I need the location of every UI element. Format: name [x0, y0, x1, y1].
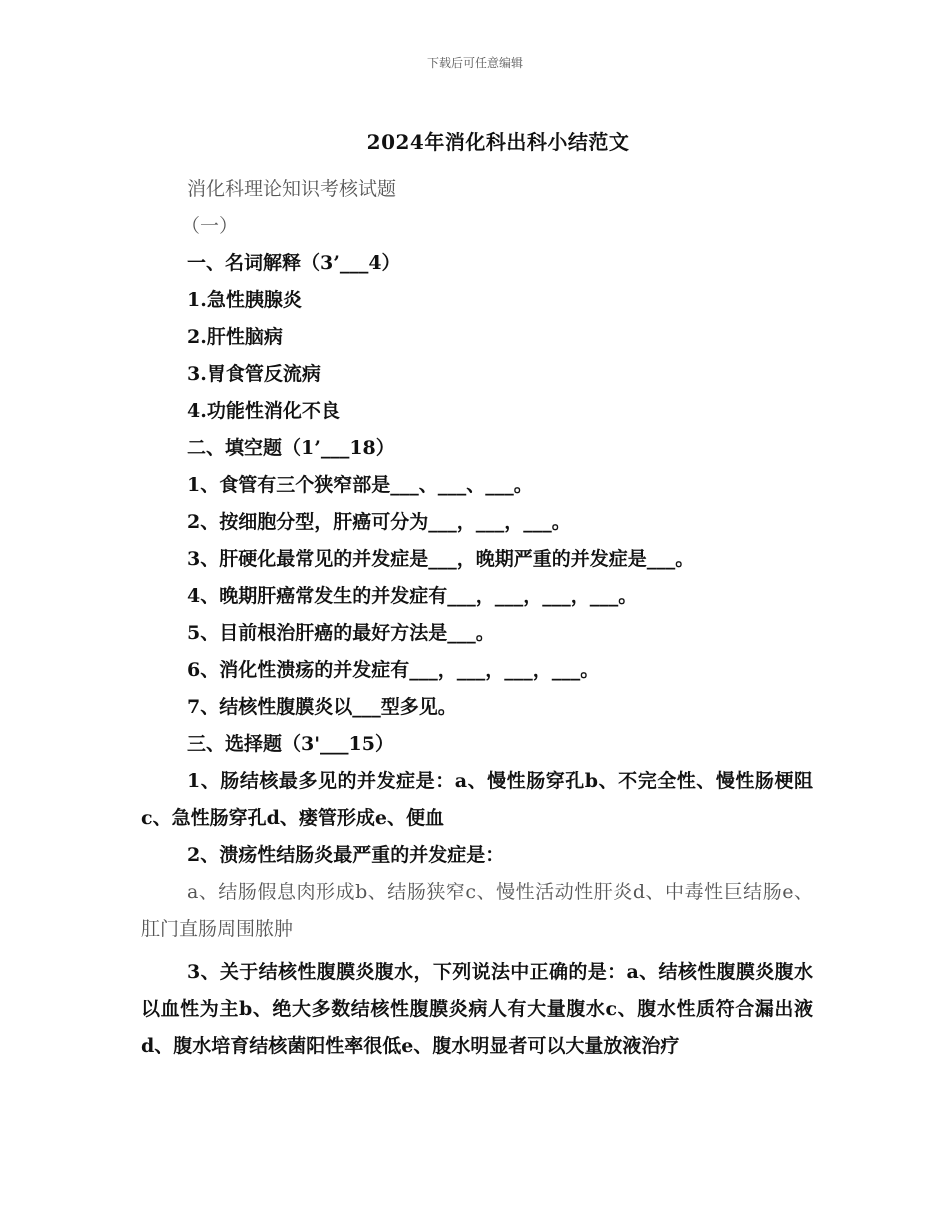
section-heading: 三、选择题（3'___15） — [187, 733, 394, 755]
question-paragraph: 2、溃疡性结肠炎最严重的并发症是： — [187, 844, 505, 866]
list-item: 7、结核性腹膜炎以___型多见。 — [187, 696, 457, 718]
list-item: 3、肝硬化最常见的并发症是___，晚期严重的并发症是___。 — [187, 548, 695, 570]
document-subtitle: 消化科理论知识考核试题 — [187, 178, 397, 200]
list-item: 4.功能性消化不良 — [187, 400, 340, 422]
header-note: 下载后可任意编辑 — [426, 56, 523, 70]
section-heading: 二、填空题（1’___18） — [187, 437, 395, 459]
question-paragraph: 3、关于结核性腹膜炎腹水，下列说法中正确的是：a、结核性腹膜炎腹水以血性为主b、绝大多数结核性腹膜炎病人有大量腹水c、腹水性质符合漏出液d、腹水培育结核菌阳性率很低e、腹水明显者可以大量放液治疗 — [141, 961, 813, 1057]
question-paragraph: 1、肠结核最多见的并发症是：a、慢性肠穿孔b、不完全性、慢性肠梗阻c、急性肠穿孔d、瘘管形成e、便血 — [141, 770, 813, 829]
section-heading: 一、名词解释（3’___4） — [187, 252, 401, 274]
document-body — [141, 171, 813, 1065]
list-item: 1.急性胰腺炎 — [187, 289, 302, 311]
list-item: 1、食管有三个狭窄部是___、___、___。 — [187, 474, 533, 496]
list-item: 6、消化性溃疡的并发症有___，___，___，___。 — [187, 659, 600, 681]
question-options: a、结肠假息肉形成b、结肠狭窄c、慢性活动性肝炎d、中毒性巨结肠e、肛门直肠周围脓肿 — [141, 881, 813, 940]
list-item: 4、晚期肝癌常发生的并发症有___，___，___，___。 — [187, 585, 638, 607]
part-label: （一） — [181, 215, 239, 237]
list-item: 3.胃食管反流病 — [187, 363, 321, 385]
list-item: 2、按细胞分型，肝癌可分为___，___，___。 — [187, 511, 571, 533]
list-item: 5、目前根治肝癌的最好方法是___。 — [187, 622, 495, 644]
list-item: 2.肝性脑病 — [187, 326, 283, 348]
document-title: 2024年消化科出科小结范文 — [366, 130, 630, 154]
